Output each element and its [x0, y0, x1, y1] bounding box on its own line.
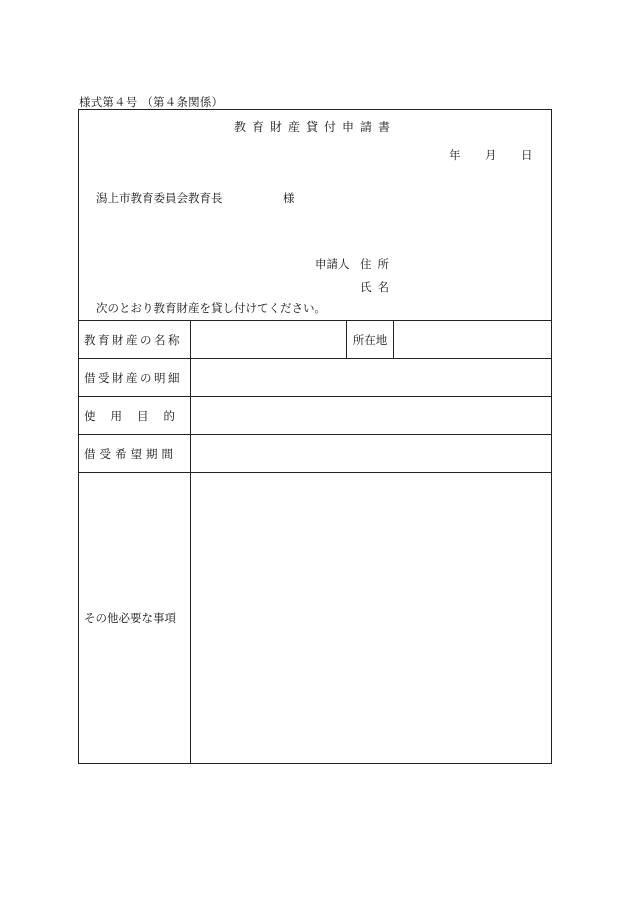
table-row [78, 473, 552, 763]
date-month-label: 月 [485, 148, 497, 162]
purpose-field[interactable] [191, 397, 553, 435]
table-row [78, 321, 552, 359]
addressee-honorific: 様 [283, 191, 295, 205]
address-label: 住所 [360, 257, 395, 271]
location-label: 所在地 [347, 321, 394, 359]
other-matters-field[interactable] [191, 473, 553, 763]
table-row [78, 435, 552, 473]
request-text: 次のとおり教育財産を貸し付けてください。 [96, 301, 326, 315]
purpose-label: 使用目的 [78, 397, 191, 435]
name-label: 氏名 [360, 280, 395, 294]
form-number: 様式第４号 （第４条関係） [79, 95, 224, 109]
form-title: 教育財産貸付申請書 [233, 120, 396, 134]
date-day-label: 日 [521, 148, 533, 162]
location-field[interactable] [394, 321, 553, 359]
date-row [449, 147, 533, 163]
property-name-field[interactable] [191, 321, 347, 359]
property-details-field[interactable] [191, 359, 553, 397]
other-matters-label: その他必要な事項 [78, 473, 191, 763]
period-field[interactable] [191, 435, 553, 473]
table-row [78, 397, 552, 435]
addressee: 潟上市教育委員会教育長 [96, 191, 223, 205]
applicant-label: 申請人 [315, 257, 350, 271]
property-details-label: 借受財産の明細 [78, 359, 191, 397]
date-year-label: 年 [449, 148, 461, 162]
table-row [78, 359, 552, 397]
period-label: 借受希望期間 [78, 435, 191, 473]
application-form [78, 109, 552, 764]
fields-table [78, 320, 552, 763]
property-name-label: 教育財産の名称 [78, 321, 191, 359]
